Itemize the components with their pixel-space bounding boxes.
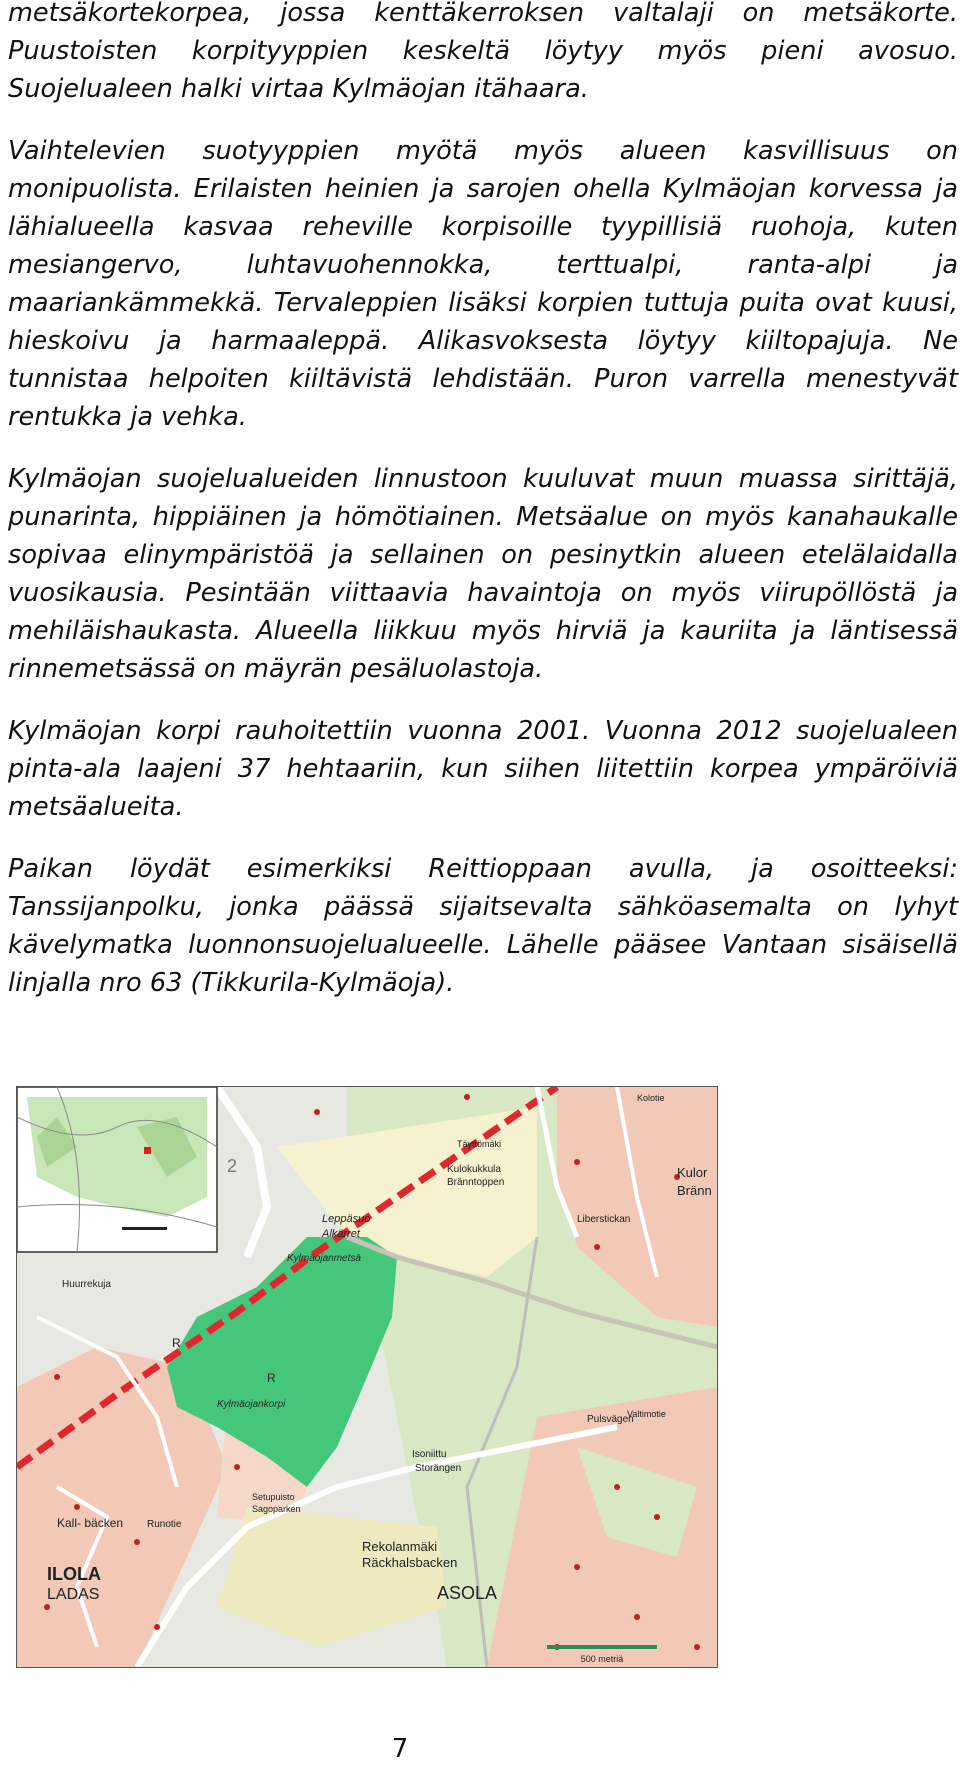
map-label: Kall- bäcken [57,1516,124,1530]
map-label: Valtimotie [627,1409,666,1419]
map-label: Pulsvägen [587,1414,634,1425]
map-label: ILOLA [47,1564,101,1584]
map-label: Leppäsuo [322,1213,371,1225]
paragraph: Vaihtelevien suotyyppien myötä myös alueen kasvillisuus on monipuolista. Erilaisten heinien ja sarojen ohella Kylmäojan korvessa ja lähialueella kasvaa reheville korpisoille tyypillisiä ruohoja, kuten mesiangervo, luhtavuohennokka, terttualpi, ranta-alpi ja maariankämmekkä. Tervaleppien lisäksi korpien tuttuja puita ovat kuusi, hieskoivu ja harmaaleppä. Alikasvoksesta löytyy kiiltopajuja. Ne tunnistaa helpoiten kiiltävistä lehdistään. Puron varrella menestyvät rentukka ja vehka. [8,136,958,432]
map-label: R [267,1371,276,1385]
map-label: Runotie [147,1519,182,1530]
map-label: Isoniittu [412,1449,447,1460]
paragraph: Paikan löydät esimerkiksi Reittioppaan avulla, ja osoitteeksi: Tanssijanpolku, jonka päässä sijaitsevalta sähköasemalta on lyhyt kävelymatka luonnonsuojelualueelle. Lähelle pääsee Vantaan sisäisellä linjalla nro 63 (Tikkurila-Kylmäoja). [8,854,958,998]
scale-label: 500 metriä [580,1654,624,1664]
map-label: Bränn [677,1183,712,1198]
map-label: 2 [227,1156,238,1176]
map-label: Kulor [677,1165,708,1180]
map-label: Storängen [415,1463,462,1474]
map-label: Kylmäojankorpi [217,1399,286,1410]
map-label: Bränntoppen [447,1177,505,1188]
document-body [8,0,958,1002]
map-label: Liberstickan [577,1214,631,1225]
map-label: Kulokukkula [447,1164,501,1175]
map-label: ASOLA [437,1583,498,1603]
map-label: R [172,1336,181,1350]
map-label: Täyttömäki [457,1139,502,1149]
map-label: Rekolanmäki [362,1539,438,1554]
map-label: Alkärret [322,1228,360,1240]
location-map [16,1086,718,1668]
map-label: Räckhalsbacken [362,1555,458,1570]
map-svg [17,1087,717,1667]
map-label: Huurrekuja [62,1279,111,1290]
map-label: LADAS [47,1586,100,1603]
paragraph: Kylmäojan korpi rauhoitettiin vuonna 2001. Vuonna 2012 suojelualeen pinta-ala laajeni 37 hehtaariin, kun siihen liitettiin korpea ympäröiviä metsäalueita. [8,716,958,822]
inset-overview-map [17,1087,217,1252]
map-label: Kylmäojanmetsä [287,1253,361,1264]
page-number: 7 [391,1734,409,1764]
paragraph: Kylmäojan suojelualueiden linnustoon kuuluvat muun muassa sirittäjä, punarinta, hippiäinen ja hömötiainen. Metsäalue on myös kanahaukalle sopivaa elinympäristöä ja sellainen on pesinytkin alueen etelälaidalla vuosikausia. Pesintään viittaavia havaintoja on myös viirupöllöstä ja mehiläishaukasta. Alueella liikkuu myös hirviä ja kauriita ja läntisessä rinnemetsässä on mäyrän pesäluolastoja. [8,464,958,684]
map-label: Sagoparken [252,1504,301,1514]
paragraph: metsäkortekorpea, jossa kenttäkerroksen valtalaji on metsäkorte. Puustoisten korpityyppien keskeltä löytyy myös pieni avosuo. Suojelualeen halki virtaa Kylmäojan itähaara. [8,0,958,104]
map-label: Setupuisto [252,1492,295,1502]
map-label: Kolotie [637,1093,665,1103]
